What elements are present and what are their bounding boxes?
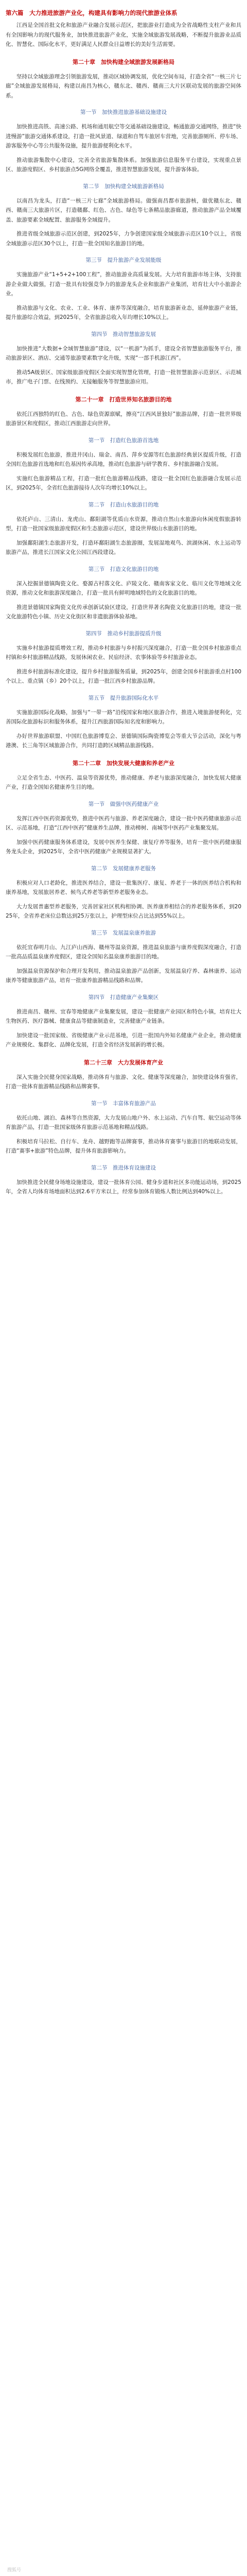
section-title: 第二节 推进体育设施建设 (91, 1164, 156, 1171)
body-paragraph: 依托庐山、三清山、龙虎山、鄱阳湖等优质山水资源，推动自然山水旅游向休闲度假旅游转型，打造一批国家级旅游度假区和生态旅游示范区，建设世界级山水旅游目的地。 (6, 516, 241, 532)
body-paragraph: 加快推进高铁、高速公路、机场和通用航空等交通基础设施建设，畅通旅游交通网络，推进“快进慢游”旅游交通体系建设，打造一批风景道、绿道和自驾车旅居车营地，完善旅游厕所、停车场、游客服务中心等公共服务设施，提升旅游便利化水平。 (6, 124, 241, 149)
intro-paragraph: 江西是全国首批文化和旅游产业融合发展示范区，把旅游业打造成为全省战略性支柱产业和具有全国影响力的现代服务业，加快推进旅游产业化，实施全域旅游发展战略，不断提升旅游业品质化、智慧化、国际化水平，更好满足人民群众日益增长的美好生活需要。 (6, 22, 241, 47)
section-title: 第三节 打造文化旅游目的地 (88, 566, 159, 572)
body-paragraph: 加强温泉资源保护和合理开发利用，推动温泉旅游产品创新，发展温泉疗养、森林康养、运动康养等健康旅游产品，培育一批康养旅游精品线路和品牌。 (6, 968, 241, 984)
part-title: 第六篇 大力推进旅游产业化，构建具有影响力的现代旅游业体系 (6, 9, 178, 16)
body-paragraph: 加强鄱阳湖生态旅游开发，打造环鄱阳湖生态旅游圈，发展湿地观鸟、滨湖休闲、水上运动等旅游产品，推进长江国家文化公园江西段建设。 (6, 539, 241, 555)
section-title: 第四节 打造健康产业集聚区 (88, 994, 159, 1001)
body-paragraph: 推动5A级景区、国家级旅游度假区全面实现智慧化管理，打造一批智慧旅游示范景区、示范城市，推广电子门票、在线预约、无接触服务等智慧旅游应用。 (6, 369, 241, 385)
chapter (6, 759, 241, 1050)
body-paragraph: 加快推进“大数据+全域智慧旅游”建设，以“一机游”为抓手，建设全省智慧旅游服务平台，推动旅游景区、酒店、交通等旅游要素数字化升级，实现“一部手机游江西”。 (6, 345, 241, 361)
chapter-title: 第二十三章 大力发展体育产业 (84, 1059, 163, 1066)
body-paragraph: 加强中医药健康服务体系建设，发展中医养生保健、康复疗养等服务，培育一批中医药健康服务龙头企业，到2025年，全省中医药健康产业规模显著扩大。 (6, 839, 241, 855)
section-title: 第三节 提升旅游产业发展能级 (85, 257, 162, 263)
body-paragraph: 积极发展红色旅游，推进井冈山、瑞金、南昌、萍乡安源等红色旅游经典景区提质升级，打造全国红色旅游首选地和红色基因传承高地，推动红色旅游与研学教育、乡村旅游融合发展。 (6, 451, 241, 467)
body-paragraph: 以南昌为龙头，打造“一核三片七廊”全域旅游格局。做强南昌都市旅游核，做优赣东北、赣西、赣南三大旅游片区，打造赣鄱、红色、古色、绿色等七条精品旅游廊道，推动旅游产品全域覆盖、旅游要素全域配置、旅游服务全域提升。 (6, 197, 241, 223)
chapter-lead-paragraph: 立足全省生态、中医药、温泉等资源优势，推动健康、养老与旅游深度融合，加快发展大健康产业，打造全国知名健康养生目的地。 (6, 774, 241, 790)
body-paragraph: 深入挖掘景德镇陶瓷文化、婺源古村落文化、庐陵文化、赣南客家文化、临川文化等地域文化资源，推动文化和旅游深度融合，打造一批具有鲜明地域特色的文化旅游目的地。 (6, 580, 241, 596)
body-paragraph: 积极应对人口老龄化，推进医养结合，建设一批集医疗、康复、养老于一体的医养结合机构和康养基地，发展旅居养老、候鸟式养老等新型养老服务业态。 (6, 879, 241, 895)
body-paragraph: 加快建设一批国家级、省级健康产业示范基地，引进一批国内外知名健康产业企业，推动健康产业规模化、集群化、品牌化发展，打造全省经济发展新的增长极。 (6, 1032, 241, 1048)
chapter-lead-paragraph: 坚持以全域旅游理念引领旅游发展，推动区域协调发展，优化空间布局，打造全省“一核三片七廊”全域旅游发展格局，构建以南昌为核心，赣东北、赣西、赣南三大片区联动发展的旅游空间体系。 (6, 73, 241, 99)
chapter-title: 第二十一章 打造世界知名旅游目的地 (75, 396, 172, 403)
body-paragraph: 办好世界旅游联盟、中国红色旅游博览会、景德镇国际陶瓷博览会等重大节会活动，深化与粤港澳、长三角等区域旅游合作，共同打造跨区域精品旅游线路。 (6, 733, 241, 749)
section-title: 第四节 推动智慧旅游发展 (91, 331, 156, 337)
body-paragraph: 加快推进全民健身场地设施建设，建设一批体育公园、健身步道和社区多功能运动场，到2025年，全省人均体育场地面积达到2.6平方米以上，经常参加体育锻炼人数比例达到40%以上。 (6, 1179, 241, 1195)
chapter-title: 第二十二章 加快发展大健康和养老产业 (73, 759, 174, 767)
chapter (6, 58, 241, 387)
body-paragraph: 推进南昌、赣州、宜春等地健康产业集聚发展，建设一批健康产业园区和特色小镇，培育壮大生物医药、医疗器械、健康食品等健康制造业，完善健康产业链条。 (6, 1008, 241, 1024)
document-page (0, 0, 247, 1197)
body-paragraph: 依托山地、湖泊、森林等自然资源，大力发展山地户外、水上运动、汽车自驾、航空运动等体育旅游产品，打造一批国家级体育旅游示范基地和精品线路。 (6, 1114, 241, 1130)
body-paragraph: 实施旅游国际化战略，加强与“一带一路”沿线国家和地区旅游合作，推进入境旅游便利化，完善国际化旅游标识和服务体系，提升江西旅游国际知名度和影响力。 (6, 709, 241, 725)
body-paragraph: 发挥江西中医药资源优势，推进中医药与旅游、养老深度融合，建设一批中医药健康旅游示范区、示范基地，打造“江西中医药”健康养生品牌，推动樟树、南城等中医药产业集聚发展。 (6, 815, 241, 831)
section-title: 第二节 打造山水旅游目的地 (88, 501, 159, 508)
chapter-lead-paragraph: 深入实施全民健身国家战略，推动体育与旅游、文化、健康等深度融合，加快建设体育强省，打造一批体育旅游精品线路和品牌赛事。 (6, 1074, 241, 1090)
watermark: 搜狐号 (7, 2568, 22, 2573)
chapter-title: 第二十章 加快构建全域旅游发展新格局 (73, 58, 174, 65)
section-title: 第二节 加快构建全域旅游新格局 (83, 183, 164, 190)
chapters-container (6, 58, 241, 1197)
section-title: 第三节 发展温泉康养旅游 (91, 929, 156, 936)
body-paragraph: 推进乡村旅游标准化建设，提升乡村旅游服务质量，到2025年，创建全国乡村旅游重点村100个以上、重点镇（乡）20个以上，打造一批江西乡村旅游品牌。 (6, 668, 241, 684)
section-title: 第一节 加快推进旅游基础设施建设 (80, 109, 167, 115)
body-paragraph: 积极培育马拉松、自行车、龙舟、越野跑等品牌赛事，推动体育赛事与旅游目的地联动发展，打造“赛事+旅游”特色品牌，提升体育旅游影响力。 (6, 1138, 241, 1154)
body-paragraph: 大力发展普惠型养老服务，完善居家社区机构相协调、医养康养相结合的养老服务体系，到2025年，全省养老床位总数达到25万张以上，护理型床位占比达到55%以上。 (6, 903, 241, 919)
body-paragraph: 实施红色旅游精品工程，打造一批红色旅游精品线路，建设一批全国红色旅游融合发展示范区，到2025年，全省红色旅游接待人次年均增长10%以上。 (6, 475, 241, 491)
chapter (6, 395, 241, 751)
section-title: 第一节 做强中医药健康产业 (88, 801, 159, 807)
body-paragraph: 推动旅游集散中心建设，完善全省旅游集散体系。加强旅游信息服务平台建设，实现重点景区、旅游度假区、乡村旅游点5G网络全覆盖，推进智慧旅游发展，提升游客体验。 (6, 157, 241, 173)
section-title: 第五节 提升旅游国际化水平 (88, 694, 159, 701)
chapter-lead-paragraph: 依托江西独特的红色、古色、绿色资源禀赋，擦亮“江西风景独好”旅游品牌，打造一批世界级旅游景区和度假区，推动江西旅游走向世界。 (6, 411, 241, 427)
section-title: 第二节 发展健康养老服务 (91, 865, 156, 872)
body-paragraph: 依托宜春明月山、九江庐山西海、赣州等温泉资源，推进温泉旅游与康养度假深度融合，打造一批高品质温泉康养度假区，建设全国知名温泉康养旅游目的地。 (6, 944, 241, 960)
body-paragraph: 推进景德镇国家陶瓷文化传承创新试验区建设，打造世界著名陶瓷文化旅游目的地，建设一批文化旅游特色小镇、历史文化街区和非遗旅游体验基地。 (6, 604, 241, 620)
body-paragraph: 推动旅游与文化、农业、工业、体育、康养等深度融合，培育旅游新业态，延伸旅游产业链，提升旅游综合效益，到2025年，全省旅游总收入年均增长10%以上。 (6, 304, 241, 320)
section-title: 第一节 丰富体育旅游产品 (91, 1100, 156, 1107)
section-title: 第一节 打造红色旅游首选地 (88, 437, 159, 444)
body-paragraph: 实施旅游产业“1+5+2+100工程”，推动旅游业高质量发展。大力培育旅游市场主体，支持旅游企业做大做强，打造一批具有较强竞争力的旅游龙头企业和旅游产业集团，培育壮大中小旅游企业。 (6, 272, 241, 297)
chapter (6, 1058, 241, 1197)
body-paragraph: 推进省级全域旅游示范区创建，到2025年，力争创建国家级全域旅游示范区10个以上，省级全域旅游示范区30个以上，打造一批全国知名旅游目的地。 (6, 231, 241, 247)
section-title: 第四节 推动乡村旅游提质升级 (85, 630, 162, 637)
body-paragraph: 实施乡村旅游提质增效工程，推动乡村旅游与乡村振兴深度融合，打造一批全国乡村旅游重点村镇和乡村旅游精品线路，发展休闲农业、民宿经济、农事体验等乡村旅游业态。 (6, 645, 241, 660)
